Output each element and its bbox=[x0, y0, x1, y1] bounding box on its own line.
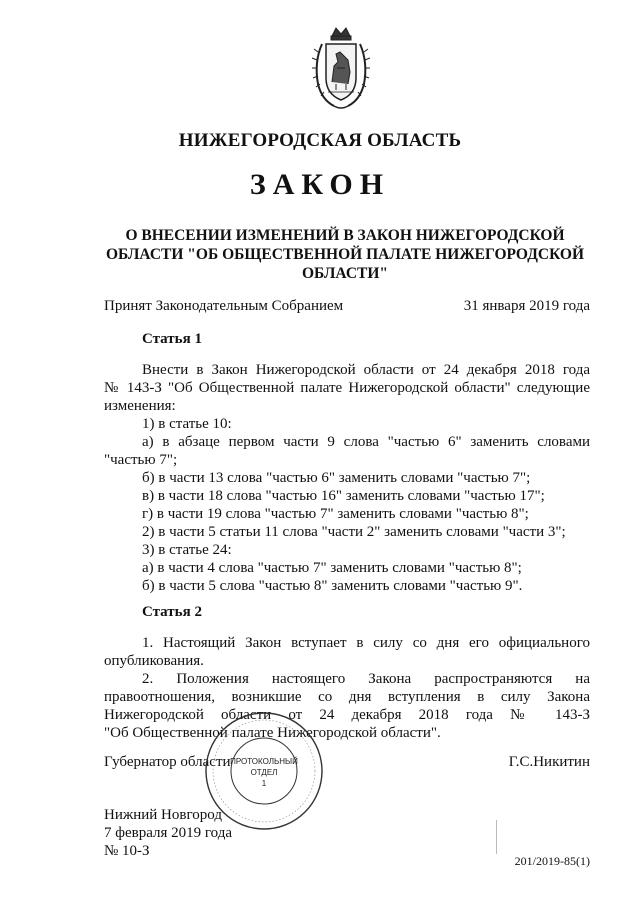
article-1-item-1d: г) в части 19 слова "частью 7" заменить словами "частью 8"; bbox=[142, 506, 529, 522]
article-2-p1-line1: 1. Настоящий Закон вступает в силу со дня его официального bbox=[142, 635, 590, 651]
margin-mark bbox=[496, 820, 497, 854]
governor-title: Губернатор области bbox=[104, 754, 231, 770]
article-1-item-3a: а) в части 4 слова "частью 7" заменить словами "частью 8"; bbox=[142, 560, 522, 576]
adopted-by: Принят Законодательным Собранием bbox=[104, 298, 344, 314]
article-2-p2-line2: правоотношения, возникшие со дня вступления в силу Закона bbox=[104, 689, 590, 705]
article-1-intro-line2: № 143-З "Об Общественной палате Нижегородской области" следующие bbox=[104, 380, 590, 396]
article-1-item-1c: в) в части 18 слова "частью 16" заменить словами "частью 17"; bbox=[142, 488, 545, 504]
article-2-p2-line3: Нижегородской области от 24 декабря 2018 года № 143-З bbox=[104, 707, 590, 723]
document-type: ЗАКОН bbox=[249, 168, 391, 201]
coat-of-arms-emblem bbox=[304, 22, 378, 114]
article-2-p2-line1: 2. Положения настоящего Закона распространяются на bbox=[142, 671, 590, 687]
article-2-p1-line2: опубликования. bbox=[104, 653, 204, 669]
stamp-line-1: ПРОТОКОЛЬНЫЙ bbox=[230, 757, 298, 766]
adoption-date: 31 января 2019 года bbox=[463, 298, 590, 314]
article-1-title: Статья 1 bbox=[142, 331, 202, 347]
issue-details bbox=[104, 806, 232, 860]
stamp-line-3: 1 bbox=[261, 779, 267, 788]
stamp-line-2: ОТДЕЛ bbox=[250, 768, 278, 777]
article-1-intro-line3: изменения: bbox=[104, 398, 176, 414]
issue-date: 7 февраля 2019 года bbox=[104, 825, 233, 841]
article-1-item-1a-line1: а) в абзаце первом части 9 слова "частью 6" заменить словами bbox=[142, 434, 590, 450]
registration-number: 201/2019-85(1) bbox=[514, 854, 590, 868]
article-1-item-3b: б) в части 5 слова "частью 8" заменить словами "частью 9". bbox=[142, 578, 523, 594]
governor-name: Г.С.Никитин bbox=[508, 754, 590, 770]
article-1-item-3: 3) в статье 24: bbox=[142, 542, 232, 558]
article-1-item-1: 1) в статье 10: bbox=[142, 416, 232, 432]
article-1-item-1b: б) в части 13 слова "частью 6" заменить словами "частью 7"; bbox=[142, 470, 531, 486]
article-1-intro-line1: Внести в Закон Нижегородской области от 24 декабря 2018 года bbox=[142, 362, 590, 378]
article-2-title: Статья 2 bbox=[142, 604, 202, 620]
article-2-p2-line4: "Об Общественной палате Нижегородской области". bbox=[104, 725, 441, 741]
article-1-item-2: 2) в части 5 статьи 11 слова "части 2" заменить словами "части 3"; bbox=[142, 524, 566, 540]
issue-city: Нижний Новгород bbox=[104, 807, 222, 823]
law-number: № 10-З bbox=[104, 843, 150, 859]
region-title: НИЖЕГОРОДСКАЯ ОБЛАСТЬ bbox=[178, 130, 462, 151]
article-1-item-1a-line2: "частью 7"; bbox=[104, 452, 178, 468]
law-subject: О ВНЕСЕНИИ ИЗМЕНЕНИЙ В ЗАКОН НИЖЕГОРОДСКОЙ ОБЛАСТИ "ОБ ОБЩЕСТВЕННОЙ ПАЛАТЕ НИЖЕГОРОДСКОЙ ОБЛАСТИ" bbox=[105, 227, 585, 282]
